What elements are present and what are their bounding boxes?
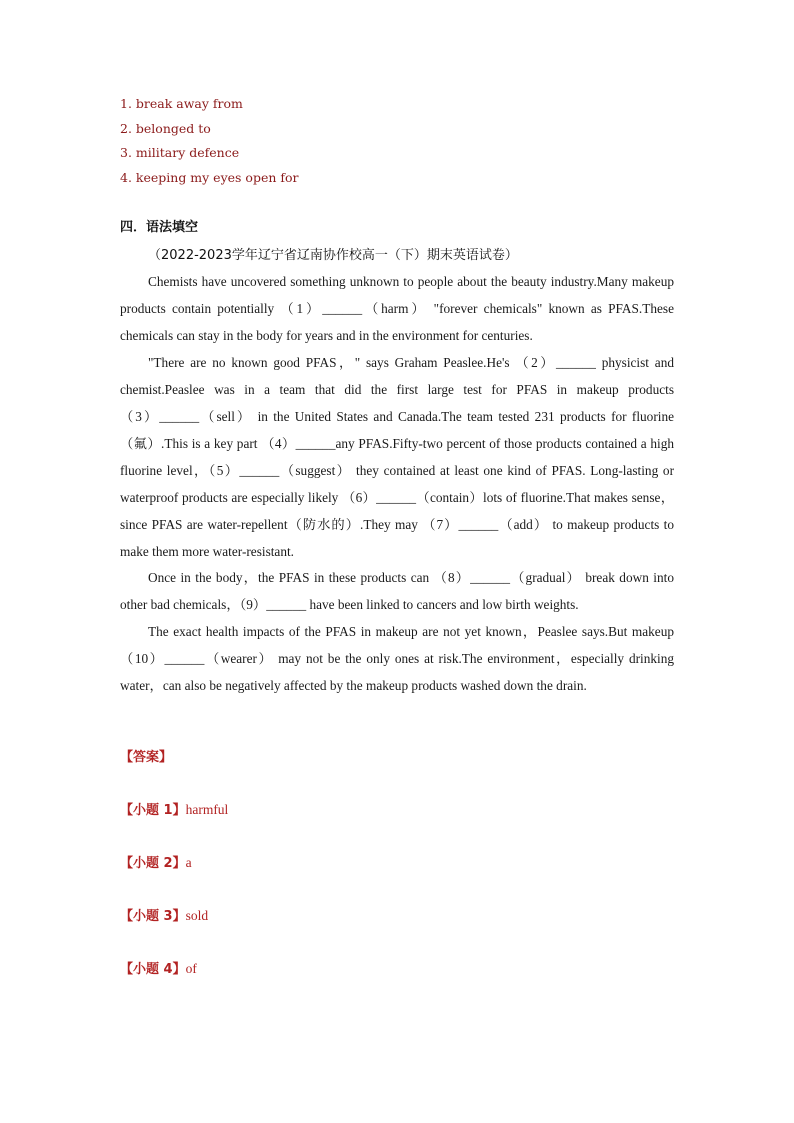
- answer-label: 【小题 2】: [120, 856, 186, 871]
- passage-text: to makeup products to make them more water-resistant.: [120, 517, 674, 559]
- passage-text: physicist and chemist.Peaslee was in a team that did the first large test for PFAS in makeup products: [120, 355, 674, 397]
- previous-answer-item: 4. keeping my eyes open for: [120, 169, 299, 185]
- answer-label: 【小题 1】: [120, 803, 186, 818]
- section-heading: 四．语法填空: [120, 220, 199, 235]
- answer-value: sold: [185, 908, 209, 923]
- blank-5: （5）______（suggest）: [208, 463, 352, 478]
- passage-paragraph-4: [120, 618, 674, 699]
- blank-7: （7）______（add）: [422, 517, 549, 532]
- exam-source: （2022-2023学年辽宁省辽南协作校高一（下）期末英语试卷）: [148, 248, 518, 263]
- passage-text: break down into other bad chemicals，: [120, 570, 674, 612]
- blank-8: （8）______（gradual）: [433, 570, 581, 585]
- blank-3: （3）______（sell）: [120, 409, 253, 424]
- answer-label: 【小题 4】: [120, 962, 186, 977]
- blank-4: （4）______: [261, 436, 336, 451]
- passage-paragraph-1: [120, 268, 674, 349]
- blank-9: （9）______: [239, 596, 307, 612]
- passage-text: lots of fluorine.That makes sense，since PFAS are water-repellent（防水的）.They may: [120, 490, 674, 532]
- answer-label: 【小题 3】: [120, 909, 186, 924]
- passage-text: Chemists have uncovered something unknown to people about the beauty industry.Many makeup products contain potentially: [120, 274, 674, 316]
- passage-text: Once in the body，the PFAS in these products can: [148, 570, 434, 585]
- answer-item: [120, 853, 228, 906]
- previous-answer-item: 3. military defence: [120, 145, 240, 160]
- blank-10: （10）______（wearer）: [120, 651, 274, 666]
- answer-item: [120, 906, 228, 959]
- blank-6: （6）______（contain）: [341, 490, 484, 505]
- answer-value: a: [185, 855, 192, 870]
- answer-item: [120, 959, 228, 1012]
- answer-list: [120, 800, 228, 1012]
- passage-text: in the United States and Canada.The team tested 231 products for fluorine（氟）.This is a key part: [120, 409, 674, 451]
- previous-answer-item: 2. belonged to: [120, 120, 211, 136]
- cloze-passage: [120, 268, 674, 699]
- passage-text: The exact health impacts of the PFAS in makeup are not yet known，Peaslee says.But makeup: [148, 624, 674, 639]
- passage-paragraph-3: [120, 565, 674, 618]
- answer-value: harmful: [185, 802, 229, 817]
- passage-paragraph-2: [120, 349, 674, 565]
- answer-item: [120, 800, 228, 853]
- answer-value: of: [185, 961, 197, 976]
- previous-answers-list: [120, 94, 299, 192]
- answer-key-label: 【答案】: [120, 750, 173, 765]
- blank-1: （1）______（harm）: [280, 301, 428, 316]
- previous-answer-item: 1. break away from: [120, 96, 243, 111]
- blank-2: （2）______: [515, 355, 596, 370]
- passage-text: any PFAS.Fifty-two percent of those products contained a high fluorine level，: [120, 436, 674, 478]
- passage-text: "There are no known good PFAS，" says Graham Peaslee.He's: [148, 355, 516, 370]
- passage-text: have been linked to cancers and low birth weights.: [306, 596, 579, 612]
- passage-text: they contained at least one kind of PFAS. Long-lasting or waterproof products are especially likely: [120, 463, 675, 505]
- passage-text: may not be the only ones at risk.The environment，especially drinking water，can also be negatively affected by the makeup products washed down the drain.: [120, 651, 674, 693]
- passage-text: "forever chemicals" known as PFAS.These chemicals can stay in the body for years and in the environment for centuries.: [120, 301, 674, 343]
